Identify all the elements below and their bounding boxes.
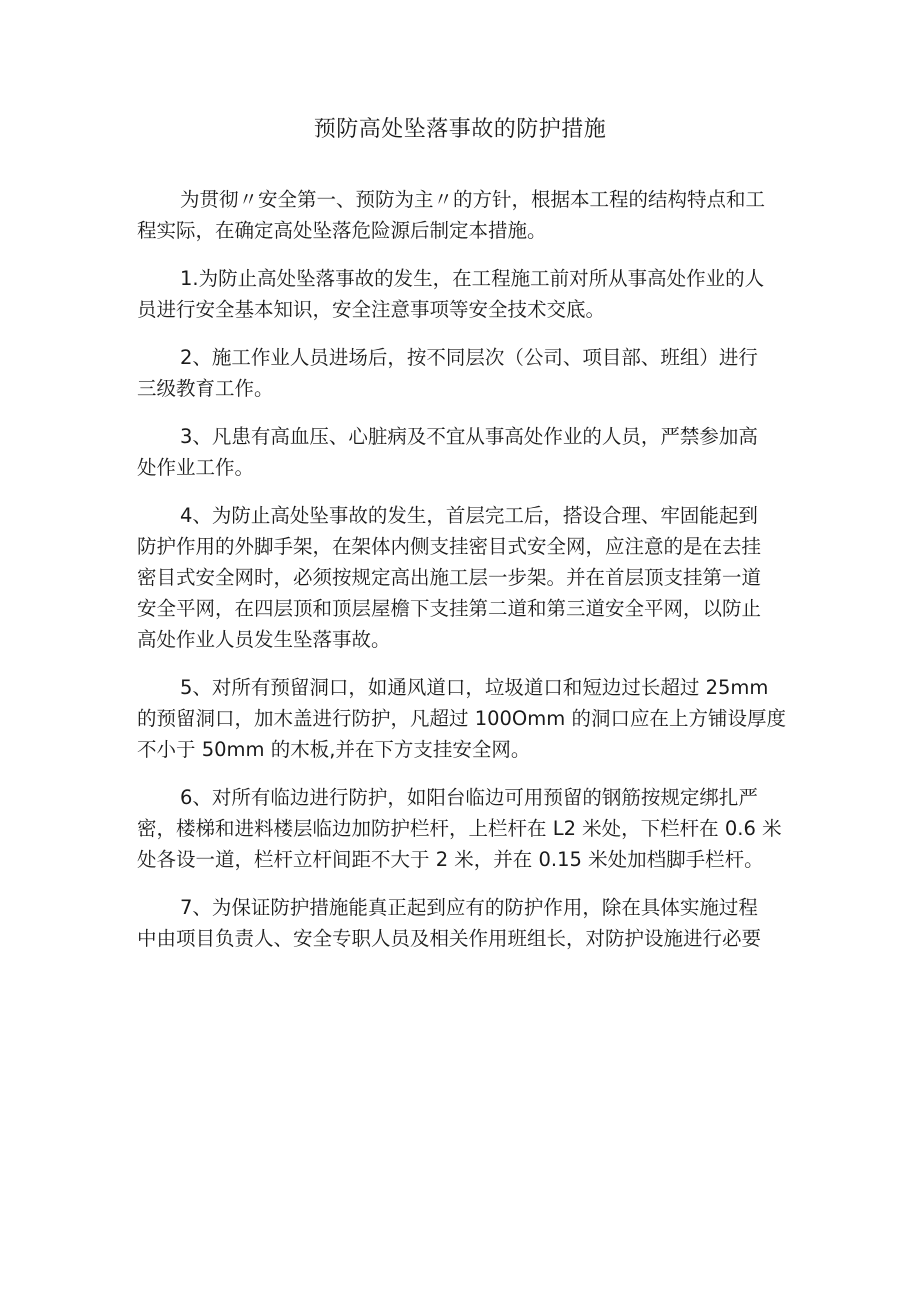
paragraph-line: 3、凡患有高血压、心脏病及不宜从事高处作业的人员，严禁参加高 — [180, 425, 758, 448]
paragraph-item-2 — [137, 342, 787, 404]
paragraph-line: 密，楼梯和进料楼层临边加防护栏杆，上栏杆在 L2 米处，下栏杆在 0.6 米 — [137, 817, 782, 840]
paragraph-line: 2、施工作业人员进场后，按不同层次（公司、项目部、班组）进行 — [180, 346, 758, 369]
paragraph-line: 4、为防止高处坠事故的发生，首层完工后，搭设合理、牢固能起到 — [180, 504, 758, 527]
paragraph-line: 1.为防止高处坠落事故的发生，在工程施工前对所从事高处作业的人 — [180, 267, 765, 290]
paragraph-item-5 — [137, 672, 787, 765]
paragraph-item-6 — [137, 782, 787, 875]
paragraph-line: 6、对所有临边进行防护，如阳台临边可用预留的钢筋按规定绑扎严 — [180, 786, 758, 809]
paragraph-item-7 — [137, 892, 787, 954]
paragraph-line: 中由项目负责人、安全专职人员及相关作用班组长，对防护设施进行必要 — [137, 927, 762, 950]
paragraph-line: 程实际，在确定高处坠落危险源后制定本措施。 — [137, 219, 547, 242]
document-body — [137, 184, 787, 971]
paragraph-line: 处各设一道，栏杆立杆间距不大于 2 米，并在 0.15 米处加档脚手栏杆。 — [137, 848, 764, 871]
paragraph-line: 三级教育工作。 — [137, 377, 274, 400]
paragraph-line: 5、对所有预留洞口，如通风道口，垃圾道口和短边过长超过 25mm — [180, 676, 769, 699]
paragraph-line: 处作业工作。 — [137, 456, 255, 479]
paragraph-item-4 — [137, 500, 787, 655]
paragraph-item-3 — [137, 421, 787, 483]
paragraph-line: 的预留洞口，加木盖进行防护，凡超过 100Omm 的洞口应在上方铺设厚度 — [137, 707, 786, 730]
paragraph-line: 安全平网，在四层顶和顶层屋檐下支挂第二道和第三道安全平网，以防止 — [137, 597, 762, 620]
paragraph-item-1 — [137, 263, 787, 325]
paragraph-line: 密目式安全网时，必须按规定高出施工层一步架。并在首层顶支挂第一道 — [137, 566, 762, 589]
paragraph-line: 7、为保证防护措施能真正起到应有的防护作用，除在具体实施过程 — [180, 896, 758, 919]
paragraph-line: 为贯彻〃安全第一、预防为主〃的方针，根据本工程的结构特点和工 — [180, 188, 766, 211]
paragraph-line: 员进行安全基本知识，安全注意事项等安全技术交底。 — [137, 298, 606, 321]
paragraph-intro — [137, 184, 787, 246]
document-title: 预防高处坠落事故的防护措施 — [313, 117, 607, 142]
paragraph-line: 不小于 50mm 的木板,并在下方支挂安全网。 — [137, 738, 531, 761]
paragraph-line: 防护作用的外脚手架，在架体内侧支挂密目式安全网，应注意的是在去挂 — [137, 535, 762, 558]
paragraph-line: 高处作业人员发生坠落事故。 — [137, 628, 391, 651]
